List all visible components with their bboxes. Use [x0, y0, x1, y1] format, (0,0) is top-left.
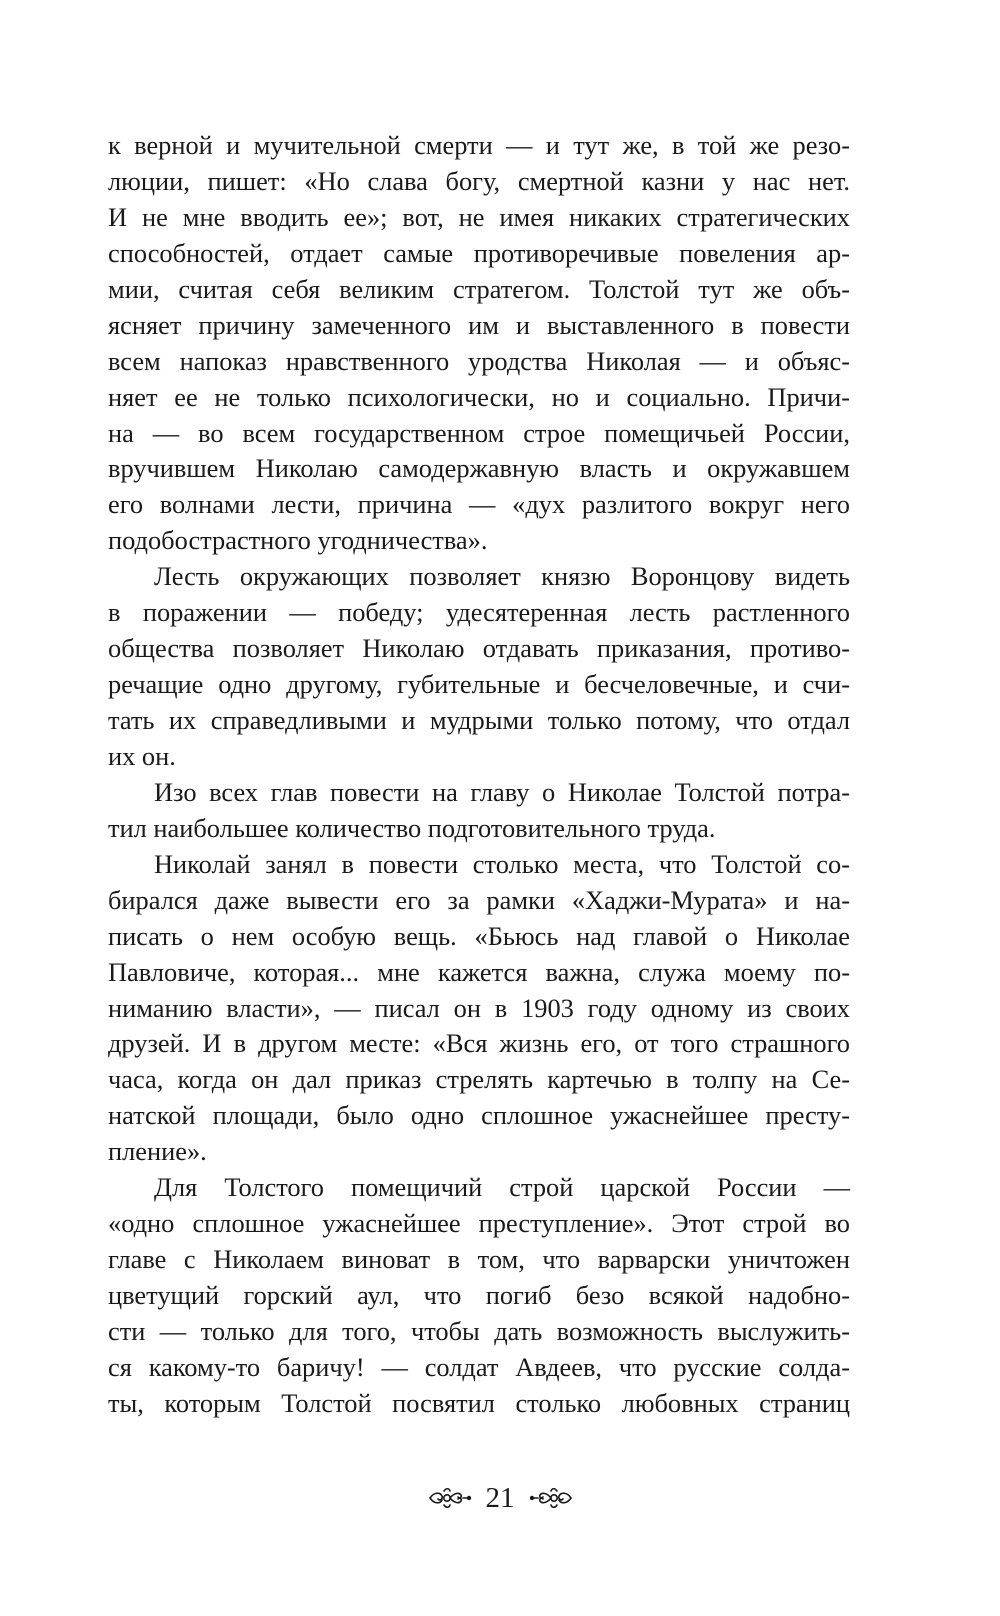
text-line: натской площади, было одно сплошное ужаснейшее престу-	[108, 1100, 850, 1131]
text-line: друзей. И в другом месте: «Вся жизнь его, от того страшного	[108, 1028, 850, 1059]
text-line: в поражении — победу; удесятеренная лесть растленного	[108, 597, 850, 628]
text-line: к верной и мучительной смерти — и тут же, в той же резо-	[108, 130, 850, 160]
text-line: пление».	[108, 1136, 207, 1167]
body-text	[108, 128, 850, 1422]
text-line: Лесть окружающих позволяет князю Воронцову видеть	[154, 561, 850, 592]
text-line: подобострастного угодничества».	[108, 525, 488, 556]
floral-ornament-icon	[529, 1483, 575, 1513]
page-footer	[0, 1478, 1000, 1518]
text-line: сти — только для того, чтобы дать возможность выслужить-	[108, 1315, 850, 1346]
text-line: всем напоказ нравственного уродства Николая — и объяс-	[108, 345, 850, 376]
text-line: Изо всех глав повести на главу о Николае Толстой потра-	[154, 776, 850, 807]
text-line: цветущий горский аул, что погиб безо всякой надобно-	[108, 1280, 850, 1310]
text-line: Для Толстого помещичий строй царской России —	[154, 1172, 850, 1203]
text-line: тил наибольшее количество подготовительного труда.	[108, 812, 716, 843]
text-line: на — во всем государственном строе помещичьей России,	[108, 417, 850, 448]
text-line: И не мне вводить ее»; вот, не имея никаких стратегических	[108, 201, 850, 232]
text-line: Павловиче, которая... мне кажется важна, служа моему по-	[108, 956, 850, 987]
text-line: люции, пишет: «Но слава богу, смертной казни у нас нет.	[108, 165, 850, 196]
text-line: часа, когда он дал приказ стрелять картечью в толпу на Се-	[108, 1064, 850, 1095]
page-number: 21	[485, 1482, 515, 1514]
text-line: ты, которым Толстой посвятил столько любовных страниц	[108, 1387, 850, 1418]
text-line: их он.	[108, 740, 176, 771]
text-line: няет ее не только психологически, но и социально. Причи-	[108, 381, 850, 412]
text-line: бирался даже вывести его за рамки «Хаджи-Мурата» и на-	[108, 884, 850, 915]
text-line: писать о нем особую вещь. «Бьюсь над главой о Николае	[108, 920, 850, 951]
text-line: «одно сплошное ужаснейшее преступление». Этот строй во	[108, 1208, 850, 1239]
text-line: вручившем Николаю самодержавную власть и окружавшем	[108, 453, 850, 484]
text-line: ся какому-то баричу! — солдат Авдеев, что русские солда-	[108, 1351, 850, 1382]
text-line: ясняет причину замеченного им и выставленного в повести	[108, 309, 850, 340]
floral-ornament-icon	[426, 1483, 472, 1513]
text-line: ниманию власти», — писал он в 1903 году одному из своих	[108, 992, 850, 1023]
text-line: мии, считая себя великим стратегом. Толстой тут же объ-	[108, 273, 850, 304]
text-line: тать их справедливыми и мудрыми только потому, что отдал	[108, 705, 850, 735]
text-line: речащие одно другому, губительные и бесчеловечные, и счи-	[108, 669, 850, 700]
text-line: Николай занял в повести столько места, что Толстой со-	[154, 848, 850, 879]
text-line: общества позволяет Николаю отдавать приказания, противо-	[108, 633, 850, 664]
text-line: главе с Николаем виноват в том, что варварски уничтожен	[108, 1244, 850, 1275]
text-line: его волнами лести, причина — «дух разлитого вокруг него	[108, 489, 850, 520]
text-line: способностей, отдает самые противоречивые повеления ар-	[108, 237, 850, 268]
